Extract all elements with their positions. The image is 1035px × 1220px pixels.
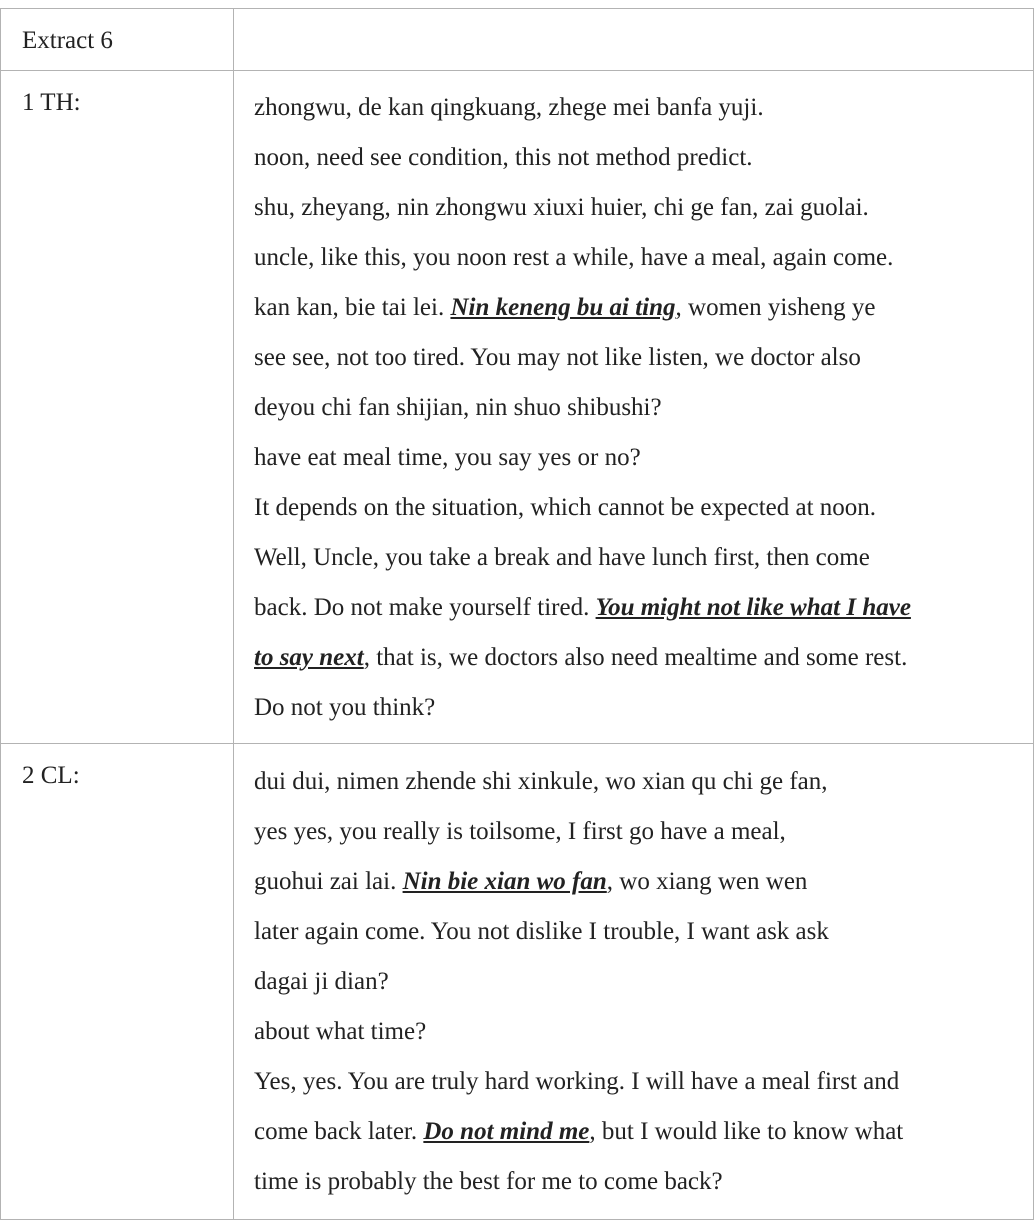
line-text: deyou chi fan shijian, nin shuo shibushi? xyxy=(254,394,662,421)
transcript-line xyxy=(254,83,1029,133)
utterance-cell xyxy=(234,71,1034,744)
transcript-line xyxy=(254,333,1029,383)
line-text: see see, not too tired. You may not like listen, we doctor also xyxy=(254,344,861,371)
extract-title: Extract 6 xyxy=(22,27,113,54)
utterance-lines xyxy=(234,71,1033,743)
line-text: , but I would like to know what xyxy=(589,1118,904,1145)
line-text: guohui zai lai. xyxy=(254,868,403,895)
transcript-line xyxy=(254,757,1029,807)
line-text: noon, need see condition, this not method predict. xyxy=(254,144,753,171)
transcript-line xyxy=(254,483,1029,533)
transcript-line xyxy=(254,183,1029,233)
highlighted-phrase: You might not like what I have xyxy=(595,594,911,621)
transcript-line xyxy=(254,807,1029,857)
transcript-line xyxy=(254,133,1029,183)
transcript-line xyxy=(254,233,1029,283)
transcript-line xyxy=(254,633,1029,683)
line-text: , women yisheng ye xyxy=(675,294,876,321)
transcript-line xyxy=(254,283,1029,333)
transcript-line xyxy=(254,383,1029,433)
header-content-cell xyxy=(234,9,1034,71)
highlighted-phrase: Do not mind me xyxy=(423,1118,590,1145)
transcript-line xyxy=(254,583,1029,633)
utterance-lines xyxy=(234,744,1033,1219)
line-text: yes yes, you really is toilsome, I first go have a meal, xyxy=(254,818,786,845)
line-text: Do not you think? xyxy=(254,694,436,721)
transcript-line xyxy=(254,957,1029,1007)
transcript-line xyxy=(254,1007,1029,1057)
line-text: Well, Uncle, you take a break and have lunch first, then come xyxy=(254,544,870,571)
line-text: dagai ji dian? xyxy=(254,968,389,995)
line-text: It depends on the situation, which cannot be expected at noon. xyxy=(254,494,877,521)
line-text: zhongwu, de kan qingkuang, zhege mei banfa yuji. xyxy=(254,94,764,121)
speaker-cell xyxy=(1,71,234,744)
transcript-line xyxy=(254,907,1029,957)
transcript-row-th xyxy=(1,71,1034,744)
line-text: kan kan, bie tai lei. xyxy=(254,294,451,321)
line-text: back. Do not make yourself tired. xyxy=(254,594,596,621)
transcript-line xyxy=(254,533,1029,583)
highlighted-phrase: to say next xyxy=(254,644,364,671)
speaker-label: 1 TH: xyxy=(22,89,81,116)
extract-table xyxy=(0,8,1034,1220)
transcript-line xyxy=(254,857,1029,907)
line-text: uncle, like this, you noon rest a while, have a meal, again come. xyxy=(254,244,894,271)
line-text: dui dui, nimen zhende shi xinkule, wo xian qu chi ge fan, xyxy=(254,768,828,795)
line-text: shu, zheyang, nin zhongwu xiuxi huier, chi ge fan, zai guolai. xyxy=(254,194,869,221)
transcript-row-cl xyxy=(1,744,1034,1220)
line-text: Yes, yes. You are truly hard working. I will have a meal first and xyxy=(254,1068,900,1095)
utterance-cell xyxy=(234,744,1034,1220)
highlighted-phrase: Nin bie xian wo fan xyxy=(402,868,607,895)
transcript-line xyxy=(254,683,1029,733)
line-text: later again come. You not dislike I trouble, I want ask ask xyxy=(254,918,829,945)
line-text: come back later. xyxy=(254,1118,424,1145)
line-text: about what time? xyxy=(254,1018,427,1045)
header-label-cell xyxy=(1,9,234,71)
transcript-line xyxy=(254,1107,1029,1157)
line-text: , that is, we doctors also need mealtime and some rest. xyxy=(363,644,908,671)
header-row xyxy=(1,9,1034,71)
line-text: have eat meal time, you say yes or no? xyxy=(254,444,641,471)
speaker-cell xyxy=(1,744,234,1220)
highlighted-phrase: Nin keneng bu ai ting xyxy=(450,294,676,321)
line-text: time is probably the best for me to come back? xyxy=(254,1168,723,1195)
transcript-line xyxy=(254,1157,1029,1207)
transcript-line xyxy=(254,433,1029,483)
line-text: , wo xiang wen wen xyxy=(606,868,808,895)
speaker-label: 2 CL: xyxy=(22,762,80,789)
transcript-line xyxy=(254,1057,1029,1107)
